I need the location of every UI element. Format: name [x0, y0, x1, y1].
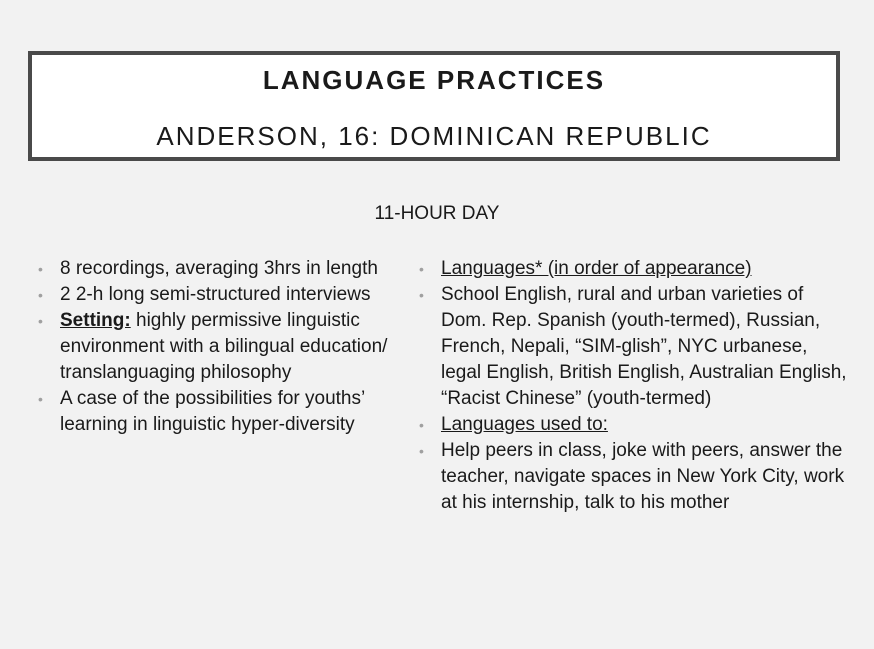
left-bullet-list — [38, 256, 408, 438]
list-item — [38, 308, 408, 386]
languages-used-heading: Languages used to: — [441, 414, 608, 435]
list-item-text: School English, rural and urban varieties of Dom. Rep. Spanish (youth-termed), Russian, French, Nepali, “SIM-glish”, NYC urbanese, legal English, British English, Australian English, “Racist Chinese” (youth-termed) — [441, 284, 847, 409]
list-item — [419, 282, 849, 412]
bullet-icon: • — [419, 287, 424, 303]
slide-title: LANGUAGE PRACTICES — [262, 65, 606, 95]
bullet-icon: • — [38, 313, 43, 329]
list-item-text: A case of the possibilities for youths’ learning in linguistic hyper-diversity — [60, 388, 365, 435]
bullet-icon: • — [38, 261, 43, 277]
bullet-icon: • — [419, 261, 424, 277]
list-item-text: 8 recordings, averaging 3hrs in length — [60, 258, 378, 279]
setting-label: Setting: — [60, 310, 131, 331]
list-item-text: 2 2-h long semi-structured interviews — [60, 284, 371, 305]
list-item-text: Help peers in class, joke with peers, answer the teacher, navigate spaces in New York City, work at his internship, talk to his mother — [441, 440, 845, 513]
bullet-icon: • — [38, 287, 43, 303]
bullet-icon: • — [419, 443, 424, 459]
list-item — [419, 438, 849, 516]
bullet-icon: • — [419, 417, 424, 433]
list-item — [38, 282, 408, 308]
day-heading: 11-HOUR DAY — [374, 203, 500, 224]
bullet-icon: • — [38, 391, 43, 407]
title-box — [28, 51, 840, 161]
list-item — [419, 256, 849, 282]
list-item — [419, 412, 849, 438]
right-bullet-list — [419, 256, 849, 516]
languages-heading: Languages* (in order of appearance) — [441, 258, 752, 279]
list-item — [38, 386, 408, 438]
list-item-text: highly permissive linguistic environment with a bilingual education/ translanguaging philosophy — [60, 310, 388, 383]
list-item — [38, 256, 408, 282]
slide-subtitle: ANDERSON, 16: DOMINICAN REPUBLIC — [156, 121, 712, 151]
